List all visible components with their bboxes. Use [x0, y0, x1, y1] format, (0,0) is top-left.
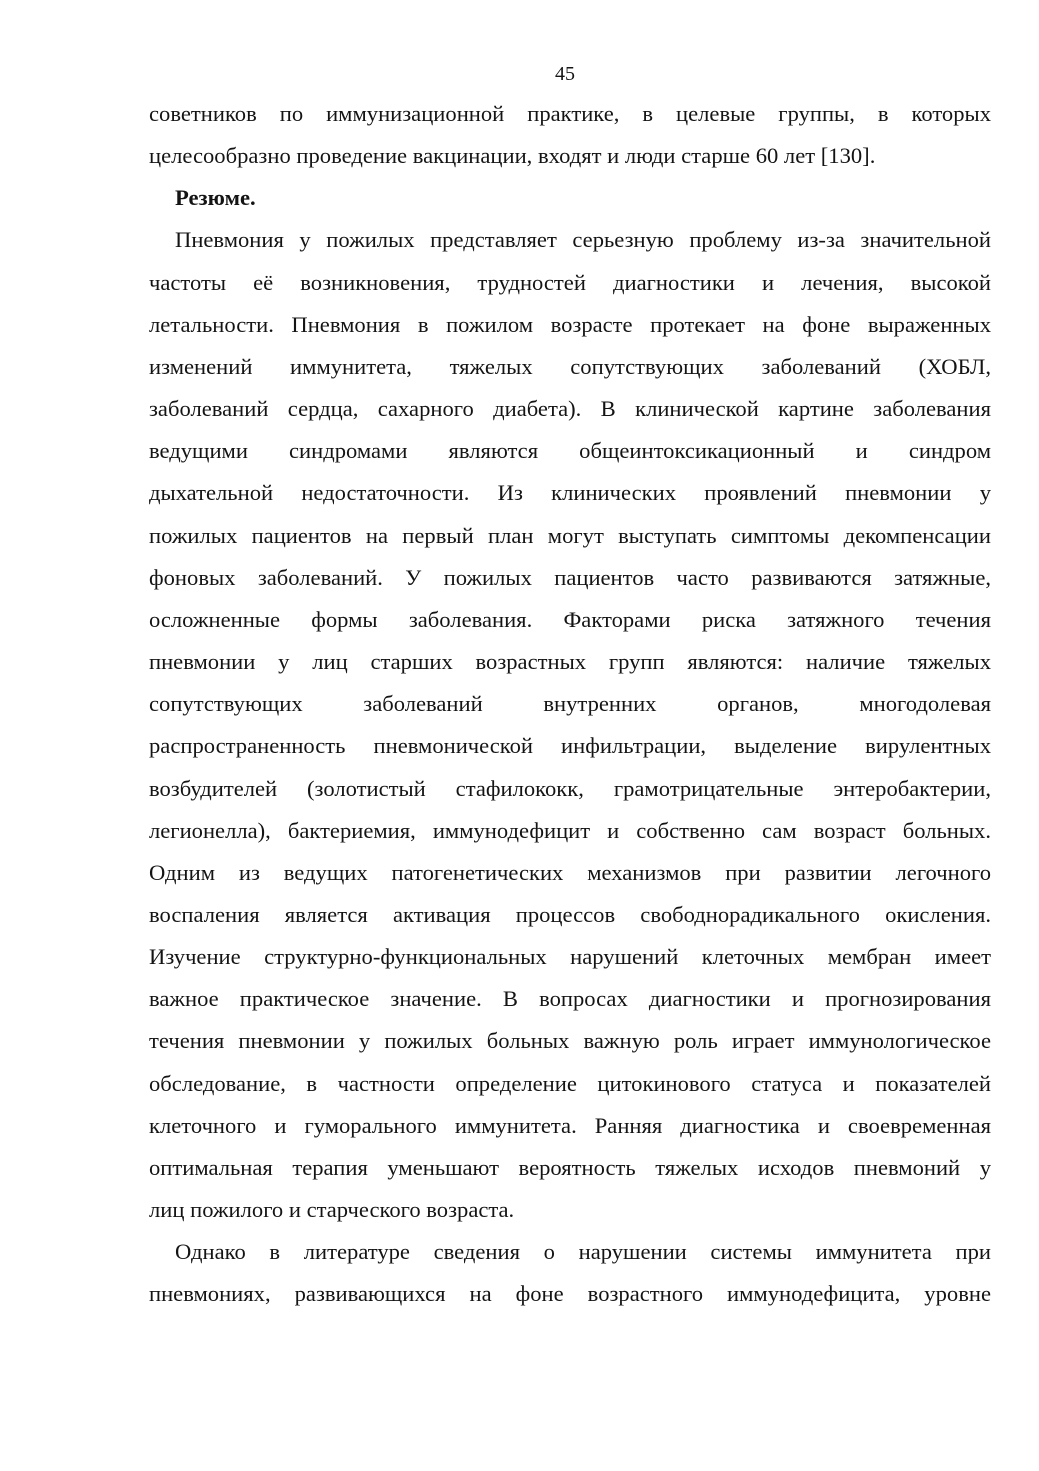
text-line: лиц пожилого и старческого возраста. — [149, 1197, 515, 1223]
text-line: течения пневмонии у пожилых больных важную роль играет иммунологическое — [149, 1028, 991, 1054]
text-line: оптимальная терапия уменьшают вероятность тяжелых исходов пневмоний у — [149, 1154, 991, 1180]
closing-paragraph — [149, 1231, 991, 1315]
text-line: пожилых пациентов на первый план могут выступать симптомы декомпенсации — [149, 522, 991, 548]
text-line: ведущими синдромами являются общеинтоксикационный и синдром — [149, 438, 991, 464]
text-line: пневмонии у лиц старших возрастных групп являются: наличие тяжелых — [149, 649, 991, 675]
text-line: советников по иммунизационной практике, в целевые группы, в которых — [149, 101, 991, 126]
text-line: Однако в литературе сведения о нарушении системы иммунитета при — [175, 1239, 991, 1265]
text-line: летальности. Пневмония в пожилом возрасте протекает на фоне выраженных — [149, 311, 991, 337]
text-line: заболеваний сердца, сахарного диабета). В клинической картине заболевания — [149, 396, 991, 422]
text-line: целесообразно проведение вакцинации, входят и люди старше 60 лет [130]. — [149, 143, 876, 169]
text-line: легионелла), бактериемия, иммунодефицит и собственно сам возраст больных. — [149, 817, 991, 843]
text-line: изменений иммунитета, тяжелых сопутствующих заболеваний (ХОБЛ, — [149, 353, 991, 379]
text-line: сопутствующих заболеваний внутренних органов, многодолевая — [149, 691, 991, 717]
text-line: фоновых заболеваний. У пожилых пациентов часто развиваются затяжные, — [149, 564, 991, 590]
intro-paragraph — [149, 93, 991, 177]
text-line: Одним из ведущих патогенетических механизмов при развитии легочного — [149, 859, 991, 885]
text-line: пневмониях, развивающихся на фоне возрастного иммунодефицита, уровне — [149, 1281, 991, 1307]
text-line: Изучение структурно-функциональных нарушений клеточных мембран имеет — [149, 944, 991, 970]
text-line: возбудителей (золотистый стафилококк, грамотрицательные энтеробактерии, — [149, 775, 991, 801]
summary-paragraph — [149, 219, 991, 1231]
text-line: распространенность пневмонической инфильтрации, выделение вирулентных — [149, 733, 991, 759]
text-line: частоты её возникновения, трудностей диагностики и лечения, высокой — [149, 269, 991, 295]
summary-heading: Резюме. — [175, 185, 256, 211]
text-line: осложненные формы заболевания. Факторами риска затяжного течения — [149, 606, 991, 632]
text-line: дыхательной недостаточности. Из клинических проявлений пневмонии у — [149, 480, 991, 506]
text-line: клеточного и гуморального иммунитета. Ранняя диагностика и своевременная — [149, 1112, 991, 1138]
text-line: обследование, в частности определение цитокинового статуса и показателей — [149, 1070, 991, 1096]
page-number: 45 — [555, 63, 575, 85]
text-line: важное практическое значение. В вопросах диагностики и прогнозирования — [149, 986, 991, 1012]
text-line: воспаления является активация процессов свободнорадикального окисления. — [149, 901, 991, 927]
text-line: Пневмония у пожилых представляет серьезную проблему из-за значительной — [175, 227, 991, 253]
document-body — [149, 93, 991, 1316]
